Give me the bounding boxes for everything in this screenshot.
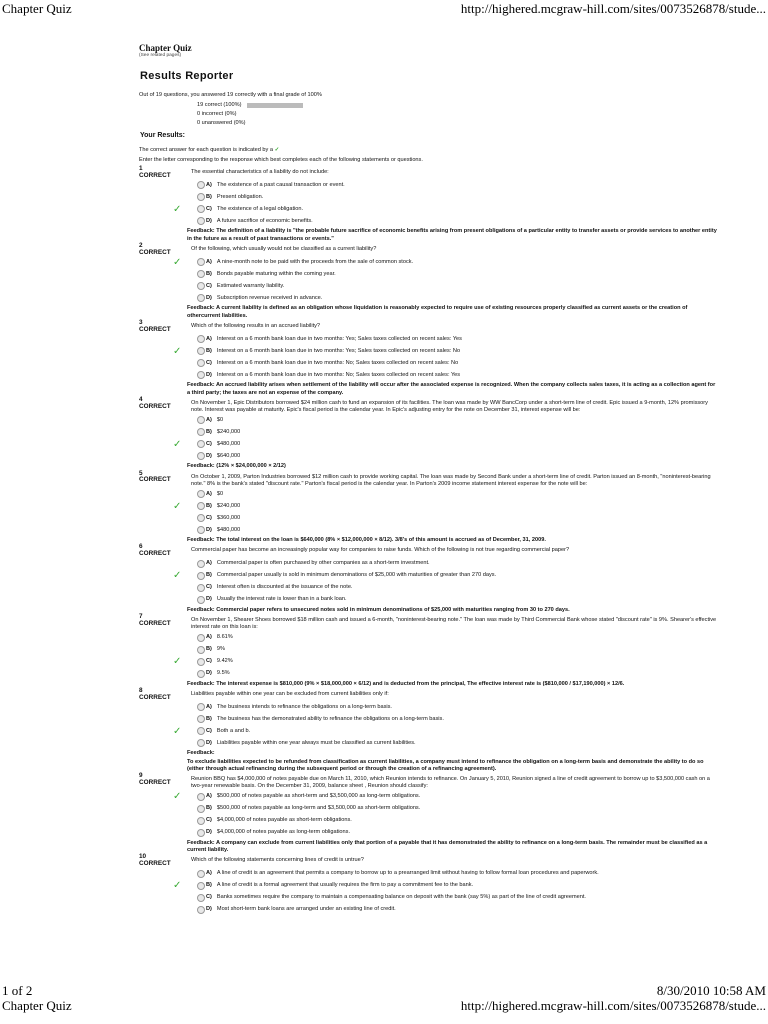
question-item [139,397,719,471]
question-status: CORRECT [139,325,171,333]
correct-checkmark-icon: ✓ [173,880,182,892]
option-letter: B) [206,882,212,889]
correct-checkmark-icon: ✓ [173,256,182,268]
option-letter: A) [206,258,212,265]
answer-radio[interactable] [197,526,205,534]
question-index: 4 [139,395,143,403]
correct-checkmark-icon: ✓ [173,656,182,668]
question-header [139,688,719,701]
answer-option [139,450,719,462]
option-text: Interest on a 6 month bank loan due in two months: No; Sales taxes collected on recent sales: No [216,359,459,366]
answer-option [139,268,719,280]
answer-option [139,333,719,345]
option-letter: B) [206,347,212,354]
question-item [139,688,719,773]
option-letter: C) [206,658,212,665]
option-text: A line of credit is a formal agreement that usually requires the firm to pay a commitment fee to the bank. [216,882,474,889]
option-letter: D) [206,670,212,677]
option-text: A line of credit is an agreement that permits a company to borrow up to a prearranged limit without having to follow formal loan procedures and paperwork. [216,870,599,877]
option-letter: B) [206,270,212,277]
related-pages-link[interactable]: (See related pages) [139,53,182,58]
question-header [139,243,719,256]
answer-option [139,803,719,815]
option-text: $480,000 [216,440,241,447]
option-text: Usually the interest rate is lower than in a bank loan. [216,596,347,603]
print-header-next [0,998,768,1014]
answer-radio[interactable] [197,805,205,813]
feedback-text: Feedback: An accrued liability arises when settlement of the liability will occur after the associated expense is recognized. When the company collects sales taxes, it is acting as a collection agent for a third party; the taxes are not an expense of the company. [187,382,716,396]
question-item [139,243,719,320]
answer-option [139,904,719,916]
option-letter: C) [206,205,212,212]
print-header-top [0,1,768,17]
question-text: Commercial paper has become an increasingly popular way for companies to raise funds. Which of the following is not true regarding commercial paper? [191,547,570,554]
question-number [139,471,191,484]
option-letter: D) [206,526,212,533]
question-text: Liabilities payable within one year can be excluded from current liabilities only if: [191,690,389,697]
option-letter: B) [206,715,212,722]
option-letter: D) [206,217,212,224]
question-item [139,544,719,614]
option-text: Interest on a 6 month bank loan due in two months: Yes; Sales taxes collected on recent sales: No [216,347,461,354]
print-url: http://highered.mcgraw-hill.com/sites/0073526878/stude... [460,1,766,16]
question-text: On October 1, 2009, Parton Industries borrowed $12 million cash to provide working capital. The loan was made by Second Bank under a short-term line of credit. Parton issued an 8-month, "noninterest-bearing note." 8% is the bank's stated "discount rate." Parton's fiscal period is the calendar year. In Parton's 2009 income statement interest expense for the note will be: [191,473,711,487]
question-status: CORRECT [139,859,171,867]
summary-text: Out of 19 questions, you answered 19 correctly with a final grade of 100% [139,92,322,99]
quiz-page [139,44,719,916]
option-text: Banks sometimes require the company to maintain a compensating balance on deposit with the bank (say 5%) as part of the line of credit agreement. [216,894,586,901]
question-item [139,773,719,854]
stat-row [139,110,719,119]
answer-options [139,791,719,839]
answer-radio[interactable] [197,882,205,890]
intro-instructions: Enter the letter corresponding to the response which best completes each of the following statements or questions. [139,156,423,163]
option-letter: B) [206,193,212,200]
answer-radio[interactable] [197,584,205,592]
question-header [139,320,719,333]
answer-radio[interactable] [197,452,205,460]
correct-checkmark-icon: ✓ [173,345,182,357]
answer-radio[interactable] [197,490,205,498]
print-title: Chapter Quiz [2,1,72,16]
answer-option [139,426,719,438]
print-footer [0,983,768,999]
page-count: 1 of 2 [2,983,33,998]
question-text: The essential characteristics of a liability do not include: [191,168,329,175]
answer-options [139,179,719,227]
option-letter: D) [206,294,212,301]
answer-radio[interactable] [197,560,205,568]
question-number [139,397,191,410]
answer-option [139,827,719,839]
option-text: Interest on a 6 month bank loan due in two months: No; Sales taxes collected on recent sales: Yes [216,371,461,378]
question-status: CORRECT [139,248,171,256]
answer-option [139,558,719,570]
option-text: $360,000 [216,514,241,521]
question-item [139,614,719,688]
option-letter: B) [206,502,212,509]
question-header [139,471,719,489]
answer-radio[interactable] [197,428,205,436]
answer-option [139,203,719,215]
question-header [139,544,719,557]
option-text: The business intends to refinance the obligations on a long-term basis. [216,703,392,710]
option-text: The existence of a past causal transaction or event. [216,181,345,188]
feedback-text: Feedback: A company can exclude from current liabilities only that portion of a payable that it has demonstrated the ability to refinance on a long-term basis. The remainder must be classified as a current liability. [187,839,708,853]
answer-radio[interactable] [197,906,205,914]
print-url-next: http://highered.mcgraw-hill.com/sites/0073526878/stude... [460,998,766,1013]
question-status: CORRECT [139,550,171,558]
question-index: 5 [139,469,143,477]
answer-option [139,815,719,827]
answer-option [139,892,719,904]
feedback-text: Feedback: The definition of a liability is "the probable future sacrifice of economic benefits arising from present obligations of a particular entity to transfer assets or provide services to another entity in the future as a result of past transactions or events." [187,228,717,242]
option-letter: C) [206,440,212,447]
option-letter: A) [206,560,212,567]
answer-option [139,179,719,191]
question-status: CORRECT [139,476,171,484]
question-index: 3 [139,318,143,326]
answer-radio[interactable] [197,416,205,424]
option-text: Bonds payable maturing within the coming year. [216,270,336,277]
checkmark-icon: ✓ [274,147,280,154]
option-text: Subscription revenue received in advance. [216,294,323,301]
answer-options [139,333,719,381]
answer-radio[interactable] [197,596,205,604]
question-header [139,614,719,632]
option-letter: A) [206,335,212,342]
score-bar [247,103,303,108]
question-number [139,614,191,627]
question-header [139,397,719,415]
answer-option [139,668,719,680]
option-text: 9.5% [216,670,230,677]
answer-option [139,215,719,227]
intro-text: The correct answer for each question is indicated by a [139,147,274,154]
print-title-next: Chapter Quiz [2,998,72,1013]
answer-options [139,701,719,749]
question-status: CORRECT [139,619,171,627]
question-text: Which of the following results in an accrued liability? [191,322,321,329]
answer-radio[interactable] [197,634,205,642]
option-letter: B) [206,646,212,653]
option-text: $0 [216,490,224,497]
option-letter: A) [206,870,212,877]
feedback-text: Feedback: Commercial paper refers to unsecured notes sold in minimum denominations of $25,000 with maturities ranging from 30 to 270 days. [187,606,570,613]
answer-radio[interactable] [197,502,205,510]
option-letter: A) [206,181,212,188]
answer-radio[interactable] [197,870,205,878]
answer-option [139,701,719,713]
option-text: The business has the demonstrated ability to refinance the obligations on a long-term basis. [216,715,444,722]
question-text: On November 1, Shearer Shoes borrowed $18 million cash and issued a 6-month, "noninterest-bearing note." The loan was made by Third Commercial Bank whose stated "discount rate" is 9%. Shearer's effective interest rate on this loan is: [191,617,717,631]
option-text: $4,000,000 of notes payable as short-term obligations. [216,817,352,824]
option-letter: C) [206,727,212,734]
question-number [139,166,191,179]
option-text: 9% [216,646,225,653]
option-text: $500,000 of notes payable as short-term and $3,500,000 as long-term obligations. [216,793,421,800]
print-datetime: 8/30/2010 10:58 AM [656,983,766,998]
answer-option [139,791,719,803]
option-letter: A) [206,793,212,800]
option-text: Interest often is discounted at the issuance of the note. [216,584,353,591]
question-list [139,166,719,916]
option-text: Present obligation. [216,193,264,200]
score-summary [139,92,719,128]
stat-row [139,101,719,110]
question-header [139,854,719,867]
option-letter: C) [206,817,212,824]
option-letter: A) [206,634,212,641]
answer-option [139,512,719,524]
option-letter: D) [206,371,212,378]
answer-radio[interactable] [197,347,205,355]
correct-checkmark-icon: ✓ [173,500,182,512]
answer-option [139,280,719,292]
feedback-detail: To exclude liabilities expected to be refunded from classification as current liabilities, a company must intend to refinance the obligation on a long-term basis and demonstrate the ability to do so (either through actual refinancing during the subsequent period or through the creation of a refinancing agreement). [187,758,704,772]
answer-option [139,880,719,892]
correct-checkmark-icon: ✓ [173,203,182,215]
feedback-text: Feedback: A current liability is defined as an obligation whose liquidation is reasonably expected to require use of existing resources properly classified as current assets or the creation of othercurrent liabilities. [187,305,688,319]
answer-radio[interactable] [197,217,205,225]
correct-checkmark-icon: ✓ [173,438,182,450]
correct-checkmark-icon: ✓ [173,791,182,803]
question-index: 10 [139,853,147,861]
feedback-text: Feedback: The interest expense is $810,000 (9% × $18,000,000 × 6/12) and is deducted from the principal, The effective interest rate is ($810,000 / $17,190,000) × 12/6. [187,680,625,687]
question-text: On November 1, Epic Distributors borrowed $24 million cash to fund an expansion of its facilities. The loan was made by WW BancCorp under a short-term line of credit. Epic issued a 9-month, 12% promissory note. Interest was payable at maturity. Epic's fiscal period is the calendar year. In Epic's adjusting entry for the note on December 31, interest expense will be: [191,399,708,414]
option-letter: D) [206,596,212,603]
question-item [139,166,719,243]
answer-option [139,725,719,737]
question-header [139,773,719,791]
option-letter: A) [206,416,212,423]
option-letter: D) [206,906,212,913]
answer-option [139,570,719,582]
answer-radio[interactable] [197,270,205,278]
answer-option [139,644,719,656]
option-text: Most short-term bank loans are arranged under an existing line of credit. [216,906,396,913]
option-letter: C) [206,282,212,289]
option-text: A nine-month note to be paid with the proceeds from the sale of common stock. [216,258,414,265]
answer-option [139,582,719,594]
answer-radio[interactable] [197,282,205,290]
answer-option [139,632,719,644]
answer-radio[interactable] [197,359,205,367]
answer-option [139,414,719,426]
answer-radio[interactable] [197,181,205,189]
answer-radio[interactable] [197,193,205,201]
question-index: 7 [139,613,143,621]
option-text: $240,000 [216,428,241,435]
answer-option [139,438,719,450]
answer-radio[interactable] [197,514,205,522]
option-text: $0 [216,416,224,423]
option-letter: D) [206,452,212,459]
option-text: Interest on a 6 month bank loan due in two months: Yes; Sales taxes collected on recent sales: Yes [216,335,462,342]
answer-radio[interactable] [197,817,205,825]
question-index: 9 [139,772,143,780]
answer-radio[interactable] [197,703,205,711]
option-text: Commercial paper usually is sold in minimum denominations of $25,000 with maturities of greater than 270 days. [216,572,497,579]
question-text: Of the following, which usually would not be classified as a current liability? [191,245,377,252]
question-text: Reunion BBQ has $4,000,000 of notes payable due on March 11, 2010, which Reunion intends to refinance. On January 5, 2010, Reunion signed a line of credit agreement to borrow up to $3,500,000 cash on a two-year renewable basis. On the December 31, 2009, balance sheet , Reunion should classify: [191,776,710,790]
answer-radio[interactable] [197,646,205,654]
option-letter: A) [206,703,212,710]
stat-row [139,119,719,128]
answer-option [139,292,719,304]
answer-option [139,357,719,369]
answer-radio[interactable] [197,658,205,666]
option-text: $500,000 of notes payable as long-term and $3,500,000 as short-term obligations. [216,805,421,812]
answer-option [139,594,719,606]
answer-radio[interactable] [197,715,205,723]
question-index: 2 [139,241,143,249]
question-number [139,688,191,701]
answer-radio[interactable] [197,793,205,801]
option-letter: B) [206,572,212,579]
option-text: 9.42% [216,658,233,665]
answer-options [139,256,719,304]
option-text: $640,000 [216,452,241,459]
answer-option [139,713,719,725]
question-number [139,320,191,333]
answer-option [139,524,719,536]
question-item [139,854,719,915]
option-letter: D) [206,829,212,836]
answer-option [139,191,719,203]
option-text: Commercial paper is often purchased by other companies as a short-term investment. [216,560,430,567]
question-status: CORRECT [139,778,171,786]
question-text: Which of the following statements concerning lines of credit is untrue? [191,857,364,864]
question-number [139,854,191,867]
answer-radio[interactable] [197,294,205,302]
feedback-text: Feedback: [187,750,215,757]
answer-option [139,256,719,268]
answer-option [139,737,719,749]
option-letter: D) [206,739,212,746]
intro-correct-indicator [139,147,719,154]
option-text: $4,000,000 of notes payable as long-term obligations. [216,829,351,836]
stat-text: 19 correct (100%) [197,102,242,109]
feedback-text: Feedback: The total interest on the loan is $640,000 (8% × $12,000,000 × 8/12). 3/8's of this amount is accrued as of December, 31, 2009. [187,537,546,544]
answer-option [139,345,719,357]
answer-option [139,488,719,500]
results-reporter-heading: Results Reporter [140,69,234,82]
answer-radio[interactable] [197,739,205,747]
answer-option [139,656,719,668]
page-title: Chapter Quiz [139,43,192,53]
option-letter: A) [206,490,212,497]
option-text: Liabilities payable within one year always must be classified as current liabilities. [216,739,416,746]
option-letter: C) [206,894,212,901]
answer-option [139,868,719,880]
option-text: Estimated warranty liability. [216,282,285,289]
stat-text: 0 incorrect (0%) [197,111,237,118]
answer-radio[interactable] [197,440,205,448]
question-item [139,471,719,545]
stat-text: 0 unanswered (0%) [197,120,246,127]
answer-radio[interactable] [197,205,205,213]
your-results-heading: Your Results: [140,132,185,140]
answer-options [139,558,719,606]
answer-radio[interactable] [197,335,205,343]
answer-radio[interactable] [197,829,205,837]
question-status: CORRECT [139,171,171,179]
option-text: $240,000 [216,502,241,509]
correct-checkmark-icon: ✓ [173,570,182,582]
answer-option [139,500,719,512]
question-status: CORRECT [139,402,171,410]
answer-options [139,414,719,462]
question-header [139,166,719,179]
answer-options [139,488,719,536]
answer-options [139,868,719,916]
answer-radio[interactable] [197,670,205,678]
option-text: The existence of a legal obligation. [216,205,304,212]
answer-radio[interactable] [197,572,205,580]
answer-options [139,632,719,680]
option-text: A future sacrifice of economic benefits. [216,217,313,224]
answer-radio[interactable] [197,258,205,266]
option-letter: C) [206,514,212,521]
question-number [139,773,191,786]
question-item [139,320,719,397]
answer-option [139,369,719,381]
question-status: CORRECT [139,693,171,701]
question-index: 1 [139,164,143,172]
option-text: 8.61% [216,634,233,641]
correct-checkmark-icon: ✓ [173,725,182,737]
option-letter: C) [206,584,212,591]
answer-radio[interactable] [197,894,205,902]
score-stats [139,101,719,128]
question-index: 6 [139,543,143,551]
feedback-text: Feedback: (12% × $24,000,000 × 2/12) [187,463,286,470]
option-letter: B) [206,428,212,435]
answer-radio[interactable] [197,371,205,379]
option-text: $480,000 [216,526,241,533]
option-text: Both a and b. [216,727,251,734]
question-index: 8 [139,686,143,694]
question-number [139,544,191,557]
option-letter: C) [206,359,212,366]
option-letter: B) [206,805,212,812]
question-number [139,243,191,256]
answer-radio[interactable] [197,727,205,735]
